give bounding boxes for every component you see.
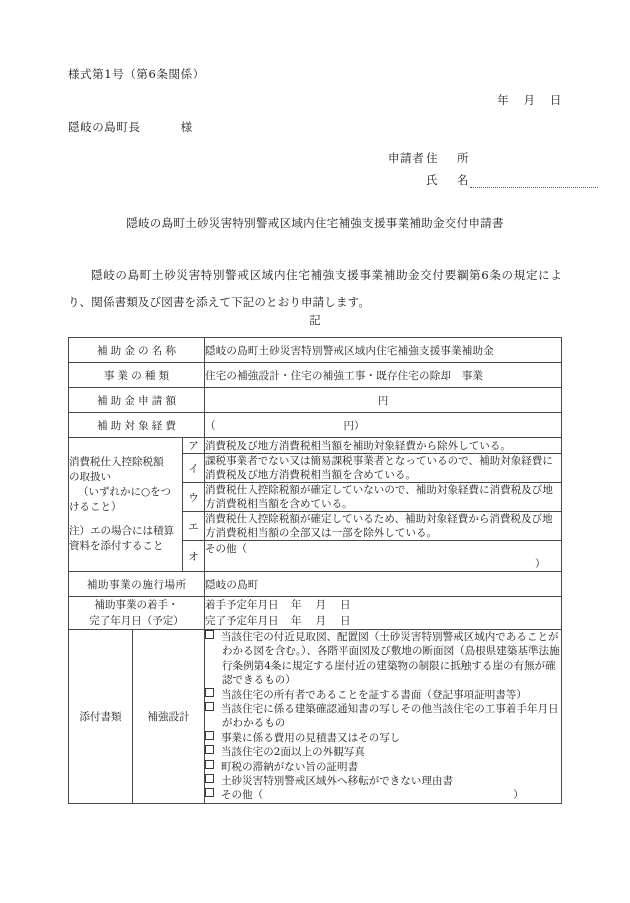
tax-option-kana-a[interactable]: ア: [183, 438, 205, 454]
name-label: 氏 名: [426, 173, 473, 187]
attachment-item-text: 当該住宅の付近見取図、配置図（土砂災害特別警戒区域内であることがわかる図を含む。）、各階平面図及び敷地の断面図（島根県建築基準法施行条例第4条に規定する崖付近の建築物の制限に抵触する崖の有無が確認できるもの）: [221, 631, 560, 687]
tax-note-line2: 資料を添付すること: [69, 540, 164, 552]
checkbox-icon[interactable]: [205, 774, 214, 783]
subsidy-name-value: 隠岐の島町土砂災害特別警戒区域内住宅補強支援事業補助金: [205, 338, 562, 363]
table-row-location: [69, 572, 562, 597]
schedule-start-month: 月: [315, 599, 326, 611]
schedule-end-month: 月: [315, 615, 326, 627]
address-label: 住 所: [426, 151, 473, 165]
eligible-expenses-open-paren: （: [205, 419, 216, 432]
application-amount-label: 補助金申請額: [69, 388, 205, 413]
date-line: [497, 92, 562, 108]
schedule-start-day: 日: [340, 599, 351, 611]
checkbox-icon[interactable]: [205, 760, 214, 769]
applicant-block: [388, 144, 598, 188]
attachment-other-close-paren: ）: [513, 789, 524, 802]
tax-option-text-u: 消費税仕入控除税額が確定していないので、補助対象経費に消費税及び地方消費税相当額を含めている。: [205, 483, 562, 512]
table-row-attachments: [69, 630, 562, 804]
applicant-address-row: [388, 144, 598, 166]
list-item[interactable]: [205, 774, 561, 788]
addressee-line: [68, 119, 193, 135]
schedule-label-line2: 完了年月日（予定）: [89, 615, 184, 627]
schedule-start-year: 年: [291, 599, 302, 611]
attachment-item-text: 当該住宅に係る建築確認通知書の写しその他当該住宅の工事着手年月日がわかるもの: [221, 703, 559, 730]
business-type-value: 住宅の補強設計・住宅の補強工事・既存住宅の除却 事業: [205, 363, 562, 388]
schedule-start-label: 着手予定年月日: [205, 599, 279, 611]
checkbox-icon[interactable]: [205, 688, 214, 697]
location-label: 補助事業の施行場所: [69, 572, 205, 597]
tax-section-label: [69, 438, 183, 572]
tax-label-line2: の取扱い: [69, 471, 111, 483]
tax-option-kana-i[interactable]: イ: [183, 454, 205, 483]
tax-option-kana-e[interactable]: エ: [183, 512, 205, 541]
tax-option-kana-u[interactable]: ウ: [183, 483, 205, 512]
schedule-label: [69, 597, 205, 630]
addressee-honorific: 様: [180, 120, 193, 134]
tax-label-line1: 消費税仕入控除税額: [69, 456, 164, 468]
attachments-sub-label: 補強設計: [133, 630, 205, 804]
list-item[interactable]: [205, 702, 561, 731]
checkbox-icon[interactable]: [205, 731, 214, 740]
schedule-start-row[interactable]: [205, 597, 561, 613]
attachment-item-text: 土砂災害特別警戒区域外へ移転ができない理由書: [221, 775, 454, 788]
list-item[interactable]: [205, 760, 561, 774]
form-code: 様式第1号（第6条関係）: [68, 67, 205, 81]
checkbox-icon[interactable]: [205, 702, 214, 711]
application-amount-value[interactable]: 円: [205, 388, 562, 413]
name-input-rule[interactable]: [470, 178, 598, 188]
applicant-label: 申請者: [388, 151, 425, 165]
attachment-item-text: 当該住宅の2面以上の外観写真: [221, 746, 365, 759]
tax-option-text-a: 消費税及び地方消費税相当額を補助対象経費から除外している。: [205, 438, 562, 454]
tax-label-line3: （いずれかに○をつ: [78, 486, 172, 498]
location-value: 隠岐の島町: [205, 572, 562, 597]
list-item[interactable]: [205, 630, 561, 688]
checkbox-icon[interactable]: [205, 630, 214, 639]
list-item-other[interactable]: [205, 788, 561, 802]
schedule-end-day: 日: [340, 615, 351, 627]
schedule-end-label: 完了予定年月日: [205, 615, 279, 627]
attachment-item-text: 当該住宅の所有者であることを証する書面（登記事項証明書等）: [221, 688, 527, 701]
schedule-value[interactable]: [205, 597, 562, 630]
tax-note-line1: 注）エの場合には積算: [69, 525, 174, 537]
applicant-name-row: [388, 166, 598, 188]
attachment-other-label: その他（: [221, 789, 264, 802]
ki-marker: 記: [309, 313, 321, 327]
date-day-label: 日: [549, 93, 562, 107]
tax-other-close-paren: ）: [535, 558, 546, 570]
checkbox-icon[interactable]: [205, 788, 214, 797]
application-table: [68, 337, 562, 804]
business-type-label: 事業の種類: [69, 363, 205, 388]
date-year-label: 年: [497, 93, 510, 107]
attachment-item-text: 町税の滞納がない旨の証明書: [221, 760, 359, 773]
table-row-application-amount: [69, 388, 562, 413]
body-paragraph: 隠岐の島町土砂災害特別警戒区域内住宅補強支援事業補助金交付要綱第6条の規定により、関係書類及び図書を添えて下記のとおり申請します。: [68, 268, 562, 309]
addressee-name: 隠岐の島町長: [68, 120, 141, 134]
table-row-eligible-expenses: [69, 413, 562, 438]
schedule-end-year: 年: [291, 615, 302, 627]
tax-option-text-i: 課税事業者でない又は簡易課税事業者となっているので、補助対象経費に消費税及び地方消費税相当額を含めている。: [205, 454, 562, 483]
list-item[interactable]: [205, 745, 561, 759]
tax-option-text-e: 消費税仕入控除税額が確定しているため、補助対象経費から消費税及び地方消費税相当額の全部又は一部を除外している。: [205, 512, 562, 541]
eligible-expenses-label: 補助対象経費: [69, 413, 205, 438]
subsidy-name-label: 補助金の名称: [69, 338, 205, 363]
eligible-expenses-unit: 円）: [343, 419, 365, 432]
list-item[interactable]: [205, 731, 561, 745]
schedule-label-line1: 補助事業の着手・: [94, 599, 179, 611]
date-month-label: 月: [523, 93, 536, 107]
eligible-expenses-value[interactable]: [205, 413, 562, 438]
attachments-label: 添付書類: [69, 630, 133, 804]
tax-other-label: その他（: [205, 543, 247, 555]
table-row-subsidy-name: [69, 338, 562, 363]
tax-option-kana-o[interactable]: オ: [183, 541, 205, 572]
tax-label-line4: けること）: [69, 501, 122, 513]
schedule-end-row[interactable]: [205, 613, 561, 629]
tax-option-text-o[interactable]: [205, 541, 562, 572]
table-row-tax-option-a: [69, 438, 562, 454]
attachments-list: [205, 630, 562, 804]
page-title: 隠岐の島町土砂災害特別警戒区域内住宅補強支援事業補助金交付申請書: [126, 216, 504, 230]
table-row-schedule: [69, 597, 562, 630]
checkbox-icon[interactable]: [205, 745, 214, 754]
list-item[interactable]: [205, 688, 561, 702]
table-row-business-type: [69, 363, 562, 388]
attachment-item-text: 事業に係る費用の見積書又はその写し: [221, 731, 401, 744]
